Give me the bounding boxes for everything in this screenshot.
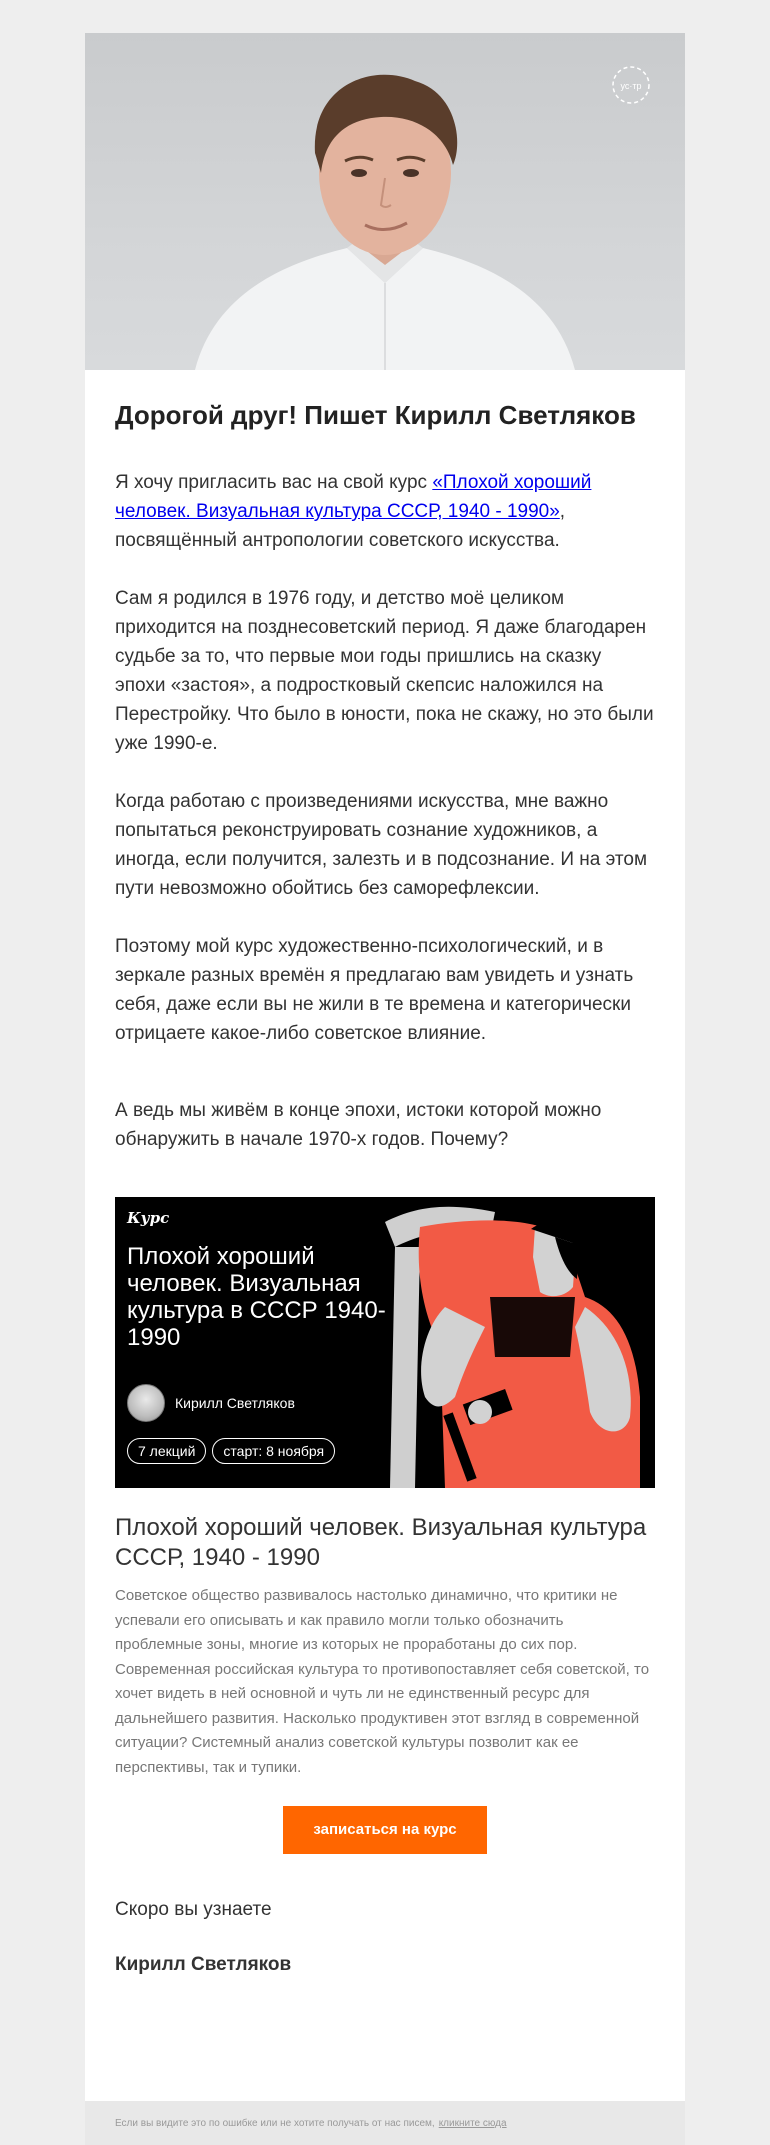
avatar [127, 1384, 165, 1422]
banner-author [127, 1384, 295, 1422]
enroll-button[interactable]: записаться на курс [283, 1806, 487, 1854]
paragraph-question: А ведь мы живём в конце эпохи, истоки которой можно обнаружить в начале 1970-х годов. Почему? [115, 1100, 602, 1150]
paragraph-invitation [115, 468, 655, 555]
hero-photo [85, 33, 685, 370]
worker-illustration [385, 1197, 655, 1488]
unsubscribe-link[interactable]: кликните сюда [438, 2117, 507, 2129]
paragraph-text: Сам я родился в 1976 году, и детство моё целиком приходится на позднесоветский период. Я даже благодарен судьбе за то, что первые мои годы пришлись на сказку эпохи «застоя», а подростковый скепсис наложился на Перестройку. Что было в юности, пока не скажу, но это были [115, 588, 654, 725]
banner-title: Плохой хороший человек. Визуальная культура в СССР 1940-1990 [127, 1243, 386, 1351]
banner-label: Курс [127, 1209, 170, 1227]
paragraph-course: Поэтому мой курс художественно-психологический, и в зеркале разных времён я предлагаю вам увидеть и узнать себя, даже если вы не жили в те времена и категорически отрицаете какое-либо советское влияние. [115, 936, 634, 1044]
letter-title: Дорогой друг! Пишет Кирилл Светляков [115, 400, 636, 430]
paragraph-method: Когда работаю с произведениями искусства, мне важно попытаться реконструировать сознание художников, а иногда, если получится, залезть и в подсознание. И на этом пути невозможно обойтись без саморефлексии. [115, 791, 648, 899]
email-container [85, 33, 685, 2145]
paragraph-childhood [115, 584, 655, 758]
paragraph-text: уже 1990-е. [115, 733, 218, 754]
course-title: Плохой хороший человек. Визуальная культура СССР, 1940 - 1990 [115, 1514, 647, 1571]
svg-text:ус·тр: ус·тр [620, 81, 642, 91]
banner-author-name: Кирилл Светляков [175, 1395, 295, 1411]
banner-pills [127, 1438, 335, 1464]
pill-lectures: 7 лекций [127, 1438, 206, 1464]
course-description: Советское общество развивалось настолько динамично, что критики не успевали его описывать и как правило могли только обозначить проблемные зоны, многие из которых не проработаны до сих пор. Современная российская культура то противопоставляет себя советской, то хочет видеть в ней основной и чуть ли не единственный ресурс для дальнейшего развития. Насколько продуктивен этот взгляд в современной ситуации? Системный анализ советской культуры позволит как ее перспективы, так и тупики. [115, 1587, 650, 1776]
pill-start: старт: 8 ноября [212, 1438, 335, 1464]
course-banner[interactable] [115, 1197, 655, 1488]
cta-wrapper [115, 1806, 655, 1854]
brand-logo-icon [607, 61, 655, 109]
paragraph-text: , посвящённый антропологии советского искусства. [115, 501, 566, 551]
footer [85, 2101, 685, 2145]
paragraph-text: Я хочу пригласить вас на свой курс [115, 472, 433, 493]
footer-text: Если вы видите это по ошибке или не хотите получать от нас писем, [115, 2117, 435, 2129]
letter-body [85, 370, 685, 1976]
course-link[interactable]: «Плохой хороший человек. Визуальная культура СССР, 1940 - 1990» [115, 472, 592, 522]
closing-soon: Скоро вы узнаете [115, 1899, 272, 1920]
portrait-image [85, 33, 685, 370]
signature: Кирилл Светляков [115, 1954, 292, 1975]
